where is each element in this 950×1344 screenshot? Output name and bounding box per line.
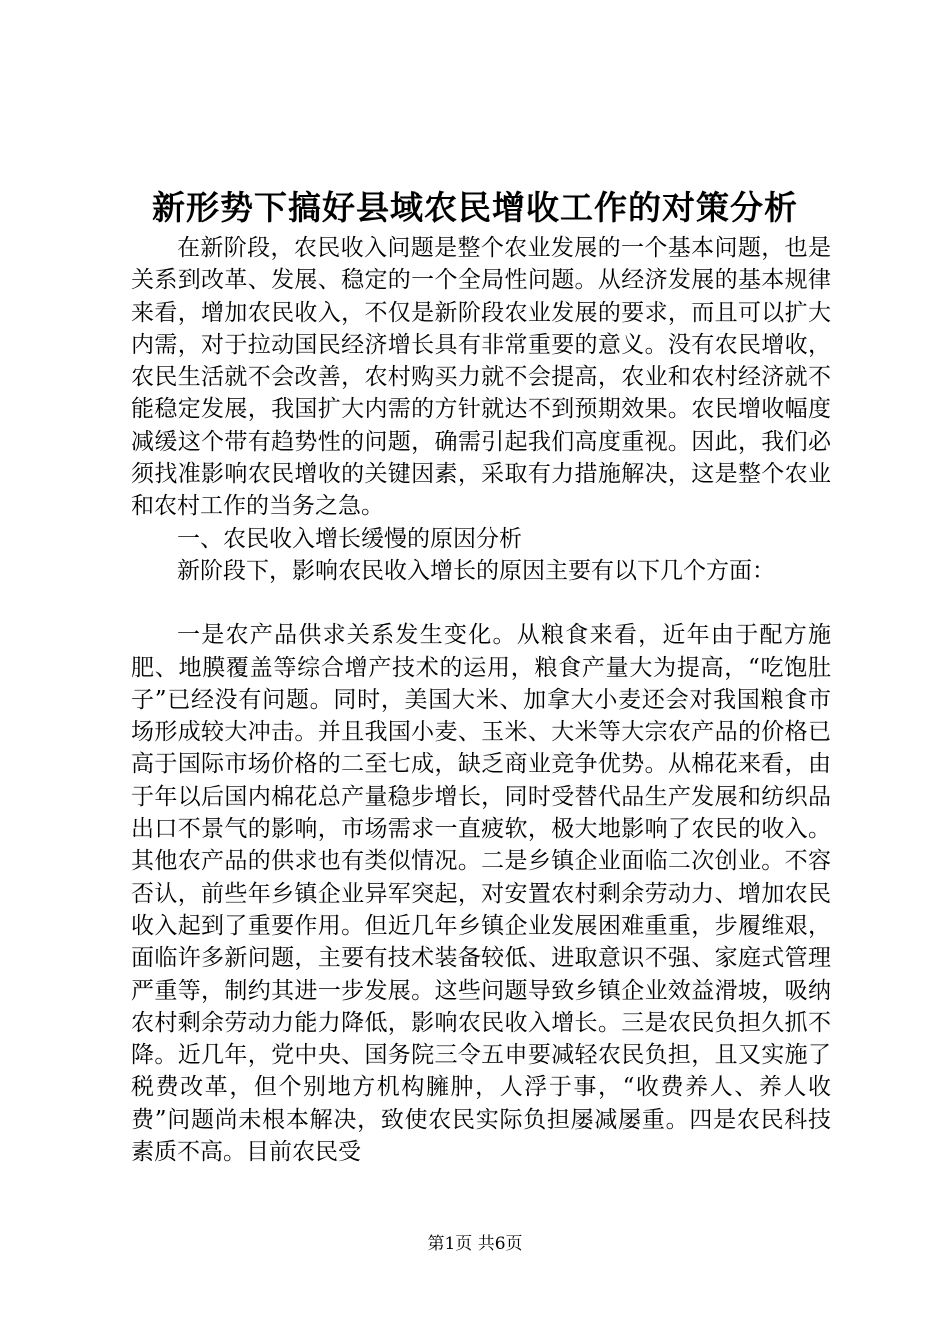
causes-paragraph: 一是农产品供求关系发生变化。从粮食来看，近年由于配方施肥、地膜覆盖等综合增产技术的运用，粮食产量大为提高，“吃饱肚子”已经没有问题。同时，美国大米、加拿大小麦还会对我国粮食市场形成较大冲击。并且我国小麦、玉米、大米等大宗农产品的价格已高于国际市场价格的二至七成，缺乏商业竞争优势。从棉花来看，由于年以后国内棉花总产量稳步增长，同时受替代品生产发展和纺织品出口不景气的影响，市场需求一直疲软，极大地影响了农民的收入。其他农产品的供求也有类似情况。二是乡镇企业面临二次创业。不容否认，前些年乡镇企业异军突起，对安置农村剩余劳动力、增加农民收入起到了重要作用。但近几年乡镇企业发展困难重重，步履维艰，面临许多新问题，主要有技术装备较低、进取意识不强、家庭式管理严重等，制约其进一步发展。这些问题导致乡镇企业效益滑坡，吸纳农村剩余劳动力能力降低，影响农民收入增长。三是农民负担久抓不降。近几年，党中央、国务院三令五申要减轻农民负担，且又实施了税费改革，但个别地方机构臃肿，人浮于事，“收费养人、养人收费”问题尚未根本解决，致使农民实际负担屡减屡重。四是农民科技素质不高。目前农民受 [131, 622, 831, 1166]
section-lead-paragraph: 新阶段下，影响农民收入增长的原因主要有以下几个方面： [177, 557, 775, 584]
page-footer: 第1页 共6页 [427, 1234, 523, 1254]
document-body [131, 232, 831, 1168]
document-title: 新形势下搞好县域农民增收工作的对策分析 [152, 188, 798, 227]
intro-paragraph: 在新阶段，农民收入问题是整个农业发展的一个基本问题，也是关系到改革、发展、稳定的一个全局性问题。从经济发展的基本规律来看，增加农民收入，不仅是新阶段农业发展的要求，而且可以扩大内需，对于拉动国民经济增长具有非常重要的意义。没有农民增收，农民生活就不会改善，农村购买力就不会提高，农业和农村经济就不能稳定发展，我国扩大内需的方针就达不到预期效果。农民增收幅度减缓这个带有趋势性的问题，确需引起我们高度重视。因此，我们必须找准影响农民增收的关键因素，采取有力措施解决，这是整个农业和农村工作的当务之急。 [131, 235, 831, 520]
section-heading: 一、农民收入增长缓慢的原因分析 [177, 525, 522, 552]
